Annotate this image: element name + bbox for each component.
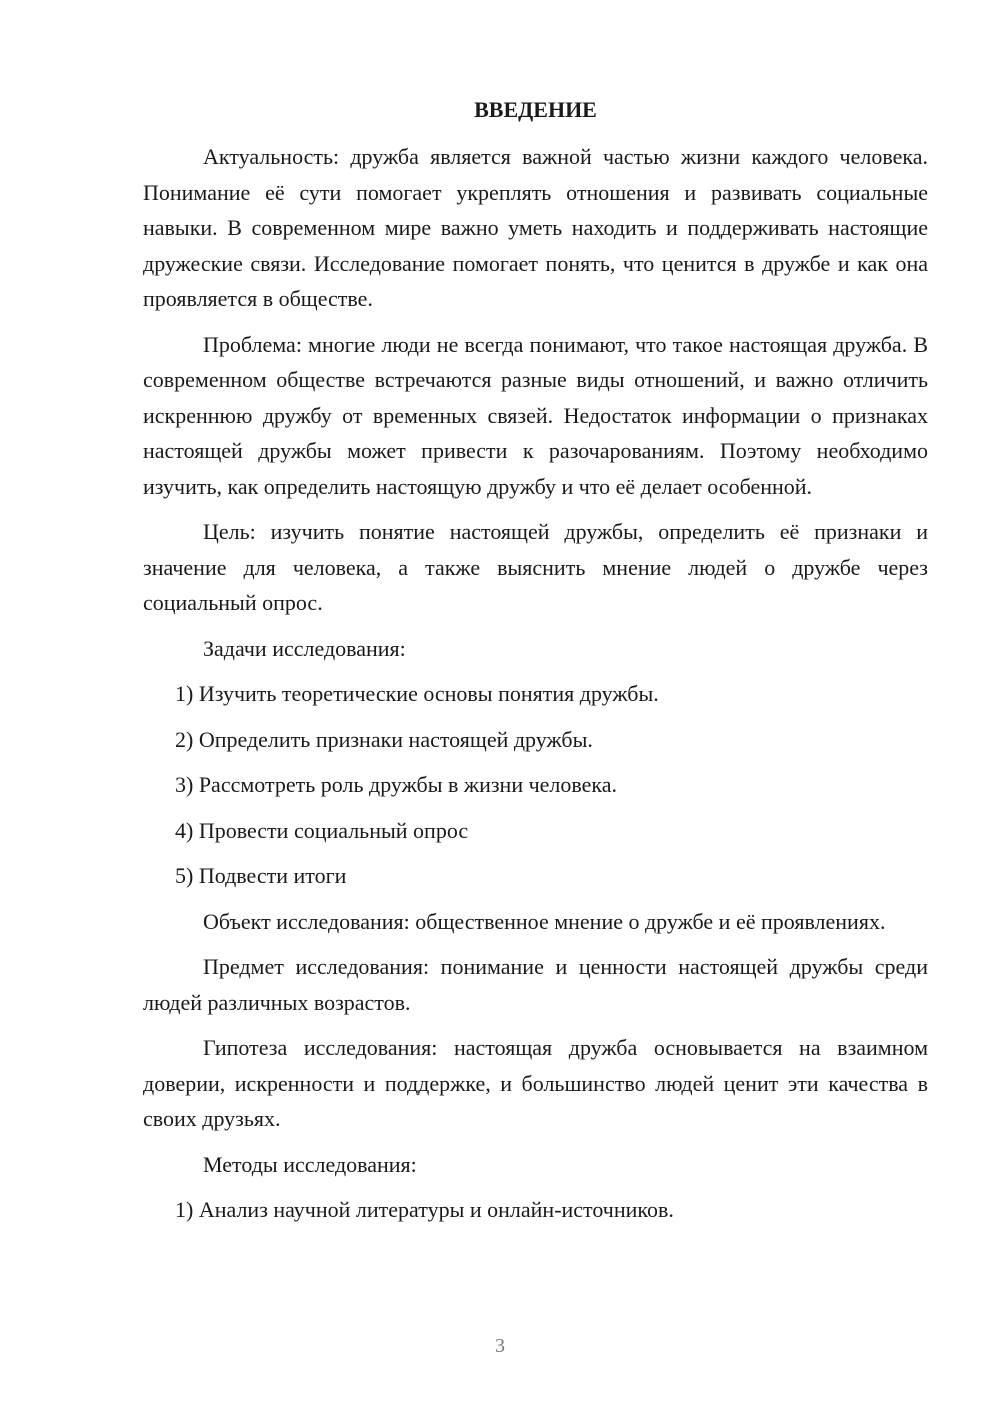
- tasks-label: Задачи исследования:: [203, 635, 406, 661]
- methods-label: Методы исследования:: [203, 1151, 417, 1177]
- task-item: 1) Изучить теоретические основы понятия дружбы.: [175, 681, 659, 706]
- document-page: [143, 95, 928, 1238]
- problem-paragraph: Проблема: многие люди не всегда понимают, что такое настоящая дружба. В современном обществе встречаются разные виды отношений, и важно отличить искреннюю дружбу от временных связей. Недостаток информации о признаках настоящей дружбы может привести к разочарованиям. Поэтому необходимо изучить, как определить настоящую дружбу и что её делает особенной.: [143, 331, 928, 499]
- task-item: 4) Провести социальный опрос: [175, 817, 469, 843]
- page-title: ВВЕДЕНИЕ: [474, 97, 597, 122]
- method-item: 1) Анализ научной литературы и онлайн-источников.: [175, 1197, 674, 1222]
- goal-paragraph: Цель: изучить понятие настоящей дружбы, определить её признаки и значение для человека, а также выяснить мнение людей о дружбе через социальный опрос.: [143, 519, 928, 615]
- object-paragraph: Объект исследования: общественное мнение о дружбе и её проявлениях.: [203, 908, 886, 934]
- task-item: 3) Рассмотреть роль дружбы в жизни человека.: [175, 772, 618, 797]
- subject-paragraph: Предмет исследования: понимание и ценности настоящей дружбы среди людей различных возрастов.: [143, 954, 928, 1015]
- page-number: 3: [495, 1335, 505, 1357]
- task-item: 5) Подвести итоги: [175, 863, 347, 888]
- hypothesis-paragraph: Гипотеза исследования: настоящая дружба основывается на взаимном доверии, искренности и поддержке, и большинство людей ценит эти качества в своих друзьях.: [143, 1035, 928, 1131]
- task-item: 2) Определить признаки настоящей дружбы.: [175, 726, 593, 752]
- relevance-paragraph: Актуальность: дружба является важной частью жизни каждого человека. Понимание её сути помогает укреплять отношения и развивать социальные навыки. В современном мире важно уметь находить и поддерживать настоящие дружеские связи. Исследование помогает понять, что ценится в дружбе и как она проявляется в обществе.: [143, 144, 928, 311]
